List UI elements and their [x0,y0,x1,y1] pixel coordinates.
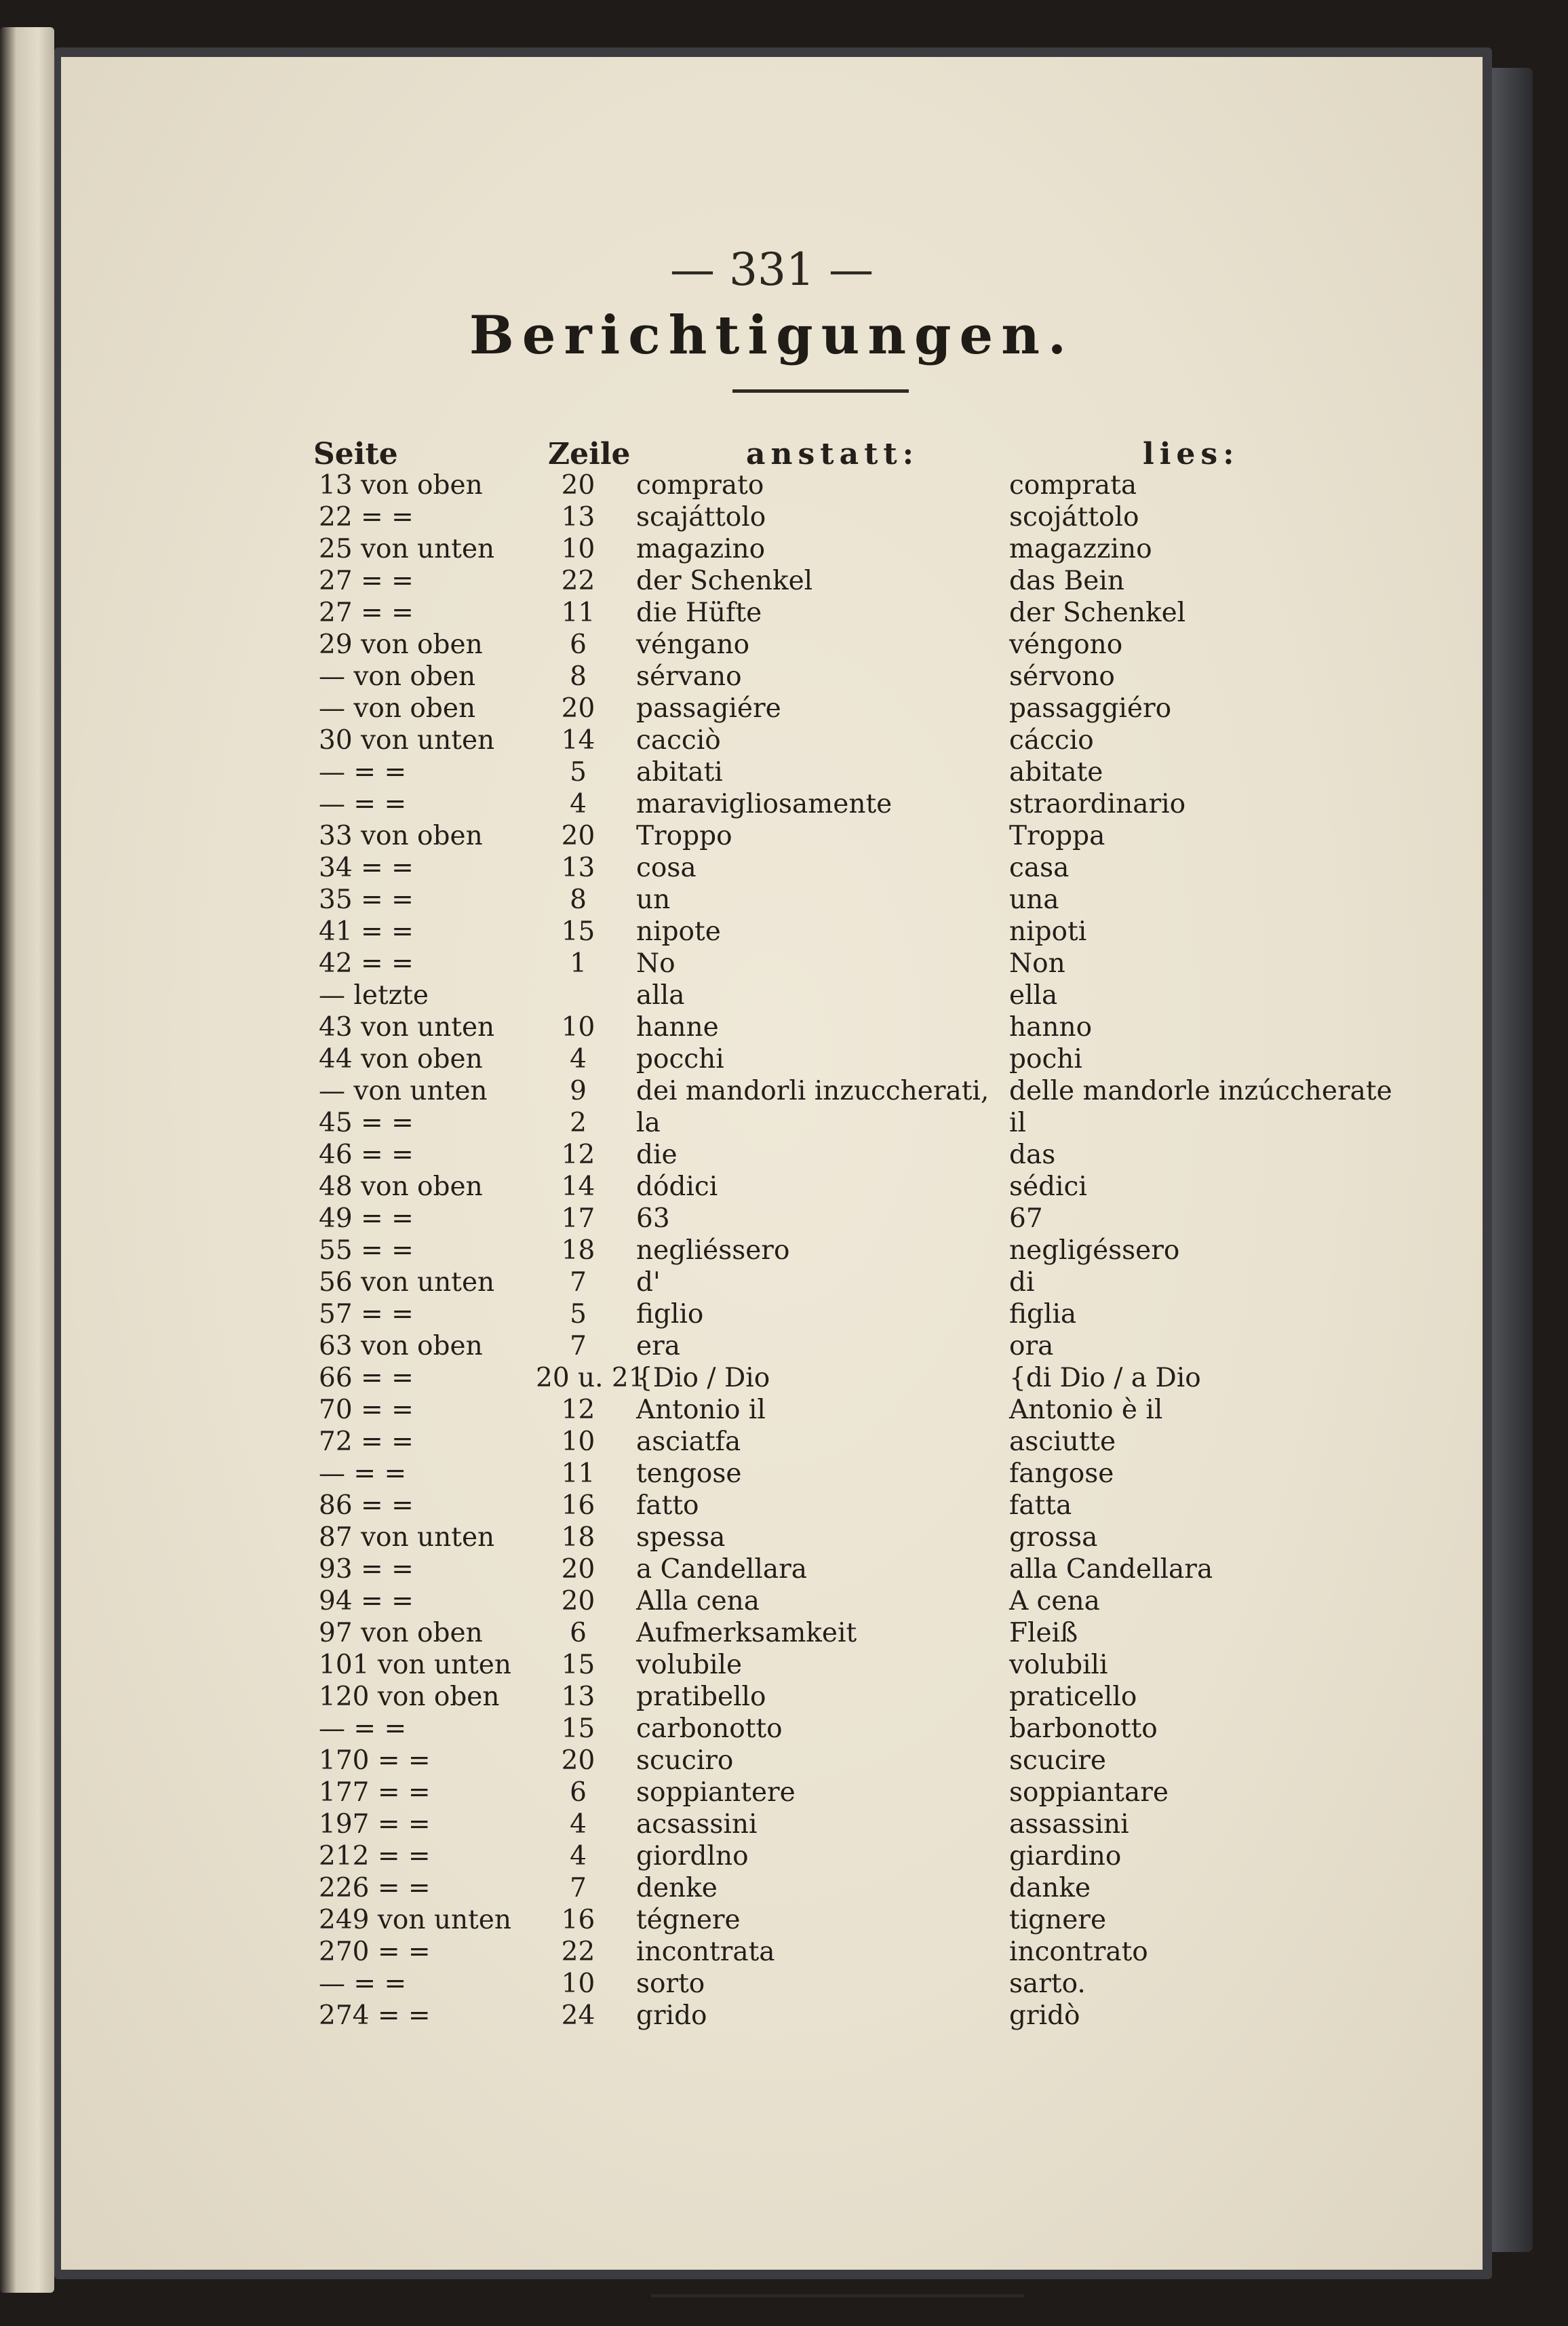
cell-lies: abitate [1009,757,1103,788]
cell-zeile: 5 [570,757,587,788]
cell-lies: alla Candellara [1009,1554,1213,1585]
cell-lies: hanno [1009,1012,1093,1043]
cell-lies: delle mandorle inzúccherate [1009,1076,1392,1106]
cell-lies: comprata [1009,470,1137,501]
cell-anstatt: la [636,1108,661,1138]
cell-seite: 63 von oben [319,1331,483,1361]
cell-anstatt: Alla cena [636,1586,760,1616]
cell-seite: 49 = = [319,1203,414,1234]
table-row [61,1458,1483,1490]
cell-anstatt: incontrata [636,1937,775,1967]
cell-lies: volubili [1009,1650,1108,1680]
cell-lies: assassini [1009,1809,1129,1840]
cell-anstatt: d' [636,1267,661,1298]
cell-zeile: 9 [570,1076,587,1106]
table-row [61,1043,1483,1075]
cell-lies: sédici [1009,1171,1087,1202]
cell-zeile: 22 [561,1937,595,1967]
cell-anstatt: cacciò [636,725,721,756]
cell-seite: — = = [319,1458,407,1489]
table-row [61,1936,1483,1968]
cell-anstatt: comprato [636,470,764,501]
cell-anstatt: passagiére [636,693,781,724]
cell-lies: figlia [1009,1299,1077,1330]
cell-seite: 48 von oben [319,1171,483,1202]
cell-lies: grossa [1009,1522,1098,1553]
cell-anstatt: negliéssero [636,1235,790,1266]
cell-seite: 270 = = [319,1937,431,1967]
cell-lies: das [1009,1140,1056,1170]
cell-anstatt: cosa [636,853,697,883]
cell-anstatt: volubile [636,1650,743,1680]
table-row [61,1394,1483,1426]
cell-anstatt: figlio [636,1299,704,1330]
cell-seite: 45 = = [319,1108,414,1138]
cell-lies: soppiantare [1009,1777,1169,1808]
table-row [61,1330,1483,1362]
cell-zeile: 10 [561,1969,595,1999]
table-row [61,1681,1483,1713]
cell-zeile: 2 [570,1108,587,1138]
table-row [61,1872,1483,1904]
cell-seite: 97 von oben [319,1618,483,1648]
cell-anstatt: spessa [636,1522,726,1553]
book-page [54,47,1492,2279]
cell-zeile: 20 [561,693,595,724]
cell-lies: Antonio è il [1009,1395,1163,1425]
cell-seite: — letzte [319,980,429,1011]
cell-seite: 55 = = [319,1235,414,1266]
cell-lies: Troppa [1009,821,1105,851]
cell-anstatt: un [636,885,671,915]
cell-zeile: 16 [561,1490,595,1521]
cell-seite: 70 = = [319,1395,414,1425]
cell-lies: magazzino [1009,534,1152,564]
cell-seite: — = = [319,1969,407,1999]
cell-lies: casa [1009,853,1070,883]
cell-anstatt: era [636,1331,680,1361]
cell-seite: 101 von unten [319,1650,511,1680]
table-row [61,501,1483,533]
cell-anstatt: grido [636,2000,707,2031]
cell-zeile: 7 [570,1267,587,1298]
table-row [61,1745,1483,1777]
cell-anstatt: nipote [636,916,721,947]
table-row [61,724,1483,756]
table-row [61,1139,1483,1171]
cell-anstatt: Troppo [636,821,732,851]
cell-lies: straordinario [1009,789,1186,819]
table-row [61,1235,1483,1266]
column-header-lies: lies: [1143,437,1240,471]
cell-zeile: 20 [561,1586,595,1616]
cell-anstatt: acsassini [636,1809,758,1840]
cell-anstatt: véngano [636,629,750,660]
table-row [61,1011,1483,1043]
cell-anstatt: dódici [636,1171,718,1202]
cell-zeile: 13 [561,502,595,532]
cell-lies: asciutte [1009,1427,1116,1457]
cell-seite: 42 = = [319,948,414,979]
cell-zeile: 6 [570,629,587,660]
cell-seite: 56 von unten [319,1267,495,1298]
table-row [61,693,1483,724]
cell-zeile: 15 [561,1650,595,1680]
cell-anstatt: fatto [636,1490,699,1521]
table-row [61,1298,1483,1330]
table-row [61,661,1483,693]
cell-zeile: 10 [561,1427,595,1457]
cell-anstatt: pratibello [636,1682,766,1712]
cell-lies: A cena [1009,1586,1100,1616]
cell-anstatt: a Candellara [636,1554,807,1585]
cell-zeile: 17 [561,1203,595,1234]
table-row [61,948,1483,980]
cell-seite: 197 = = [319,1809,431,1840]
table-row [61,1777,1483,1808]
cell-lies: barbonotto [1009,1713,1158,1744]
cell-lies: véngono [1009,629,1123,660]
cell-anstatt: No [636,948,675,979]
cell-zeile: 24 [561,2000,595,2031]
cell-anstatt: scuciro [636,1745,734,1776]
cell-zeile: 5 [570,1299,587,1330]
cell-zeile: 4 [570,1809,587,1840]
cell-seite: 22 = = [319,502,414,532]
table-row [61,1490,1483,1521]
cell-lies: fangose [1009,1458,1114,1489]
cell-lies: scucire [1009,1745,1107,1776]
cell-zeile: 20 u. 21 [536,1363,646,1393]
cell-seite: 34 = = [319,853,414,883]
cell-zeile: 16 [561,1905,595,1935]
cell-lies: il [1009,1108,1026,1138]
cell-lies: fatta [1009,1490,1072,1521]
cell-anstatt: die [636,1140,678,1170]
cell-zeile: 4 [570,1044,587,1074]
cell-seite: 33 von oben [319,821,483,851]
cell-anstatt: denke [636,1873,718,1903]
cell-anstatt: die Hüfte [636,598,762,628]
cell-seite: 44 von oben [319,1044,483,1074]
cell-zeile: 6 [570,1618,587,1648]
cell-seite: 66 = = [319,1363,414,1393]
cell-zeile: 14 [561,725,595,756]
cell-seite: — von oben [319,693,476,724]
cell-seite: 13 von oben [319,470,483,501]
cell-zeile: 13 [561,1682,595,1712]
cell-anstatt: magazino [636,534,766,564]
cell-seite: — = = [319,1713,407,1744]
cell-seite: 57 = = [319,1299,414,1330]
column-header-anstatt: anstatt: [746,437,919,471]
cell-zeile: 12 [561,1395,595,1425]
cell-seite: 86 = = [319,1490,414,1521]
column-header-zeile: Zeile [548,437,631,471]
cell-lies: passaggiéro [1009,693,1172,724]
cell-zeile: 6 [570,1777,587,1808]
cell-anstatt: tégnere [636,1905,741,1935]
cell-seite: 27 = = [319,598,414,628]
cell-seite: 249 von unten [319,1905,511,1935]
cell-anstatt: asciatfa [636,1427,741,1457]
cell-zeile: 15 [561,1713,595,1744]
cell-anstatt: Antonio il [636,1395,766,1425]
page-title: Berichtigungen. [469,305,1075,366]
cell-zeile: 20 [561,1745,595,1776]
cell-zeile: 13 [561,853,595,883]
cell-zeile: 18 [561,1235,595,1266]
cell-lies: Non [1009,948,1065,979]
cell-lies: tignere [1009,1905,1107,1935]
cell-lies: sarto. [1009,1969,1086,1999]
cell-seite: 170 = = [319,1745,431,1776]
title-divider [732,389,909,393]
cell-lies: gridò [1009,2000,1080,2031]
cell-zeile: 18 [561,1522,595,1553]
cell-zeile: 8 [570,885,587,915]
table-row [61,1808,1483,1840]
cell-zeile: 4 [570,789,587,819]
cell-anstatt: Aufmerksamkeit [636,1618,857,1648]
cell-zeile: 20 [561,470,595,501]
cell-lies: di [1009,1267,1035,1298]
table-row [61,1075,1483,1107]
table-row [61,852,1483,884]
cell-anstatt: carbonotto [636,1713,783,1744]
table-row [61,1968,1483,2000]
cell-lies: sérvono [1009,661,1115,692]
cell-seite: — von unten [319,1076,488,1106]
cell-lies: negligéssero [1009,1235,1180,1266]
cell-seite: 120 von oben [319,1682,500,1712]
table-row [61,756,1483,788]
closing-divider [651,2294,1024,2298]
cell-seite: 212 = = [319,1841,431,1872]
table-row [61,533,1483,565]
cell-anstatt: {Dio / Dio [636,1363,770,1393]
cell-lies: ella [1009,980,1058,1011]
cell-zeile: 15 [561,916,595,947]
table-row [61,1649,1483,1681]
cell-anstatt: 63 [636,1203,670,1234]
table-row [61,1521,1483,1553]
cell-seite: 87 von unten [319,1522,495,1553]
cell-seite: 25 von unten [319,534,495,564]
table-row [61,565,1483,597]
cell-lies: {di Dio / a Dio [1009,1363,1201,1393]
page-number: — 331 — [670,244,874,296]
cell-seite: 29 von oben [319,629,483,660]
cell-anstatt: der Schenkel [636,566,813,596]
table-row [61,1107,1483,1139]
table-row [61,469,1483,501]
cell-lies: Fleiß [1009,1618,1078,1648]
cell-lies: der Schenkel [1009,598,1186,628]
table-row [61,629,1483,661]
table-row [61,1362,1483,1394]
table-row [61,1203,1483,1235]
table-row [61,1904,1483,1936]
cell-lies: incontrato [1009,1937,1148,1967]
cell-seite: 72 = = [319,1427,414,1457]
table-row [61,980,1483,1011]
cell-anstatt: hanne [636,1012,719,1043]
cell-zeile: 20 [561,821,595,851]
cell-lies: nipoti [1009,916,1087,947]
cell-anstatt: scajáttolo [636,502,766,532]
cell-seite: 177 = = [319,1777,431,1808]
cell-anstatt: maravigliosamente [636,789,893,819]
table-row [61,1426,1483,1458]
cell-seite: 27 = = [319,566,414,596]
cell-zeile: 11 [561,1458,595,1489]
cell-anstatt: sérvano [636,661,742,692]
cell-zeile: 7 [570,1873,587,1903]
cell-anstatt: tengose [636,1458,742,1489]
cell-zeile: 7 [570,1331,587,1361]
cell-seite: 30 von unten [319,725,495,756]
cell-seite: 274 = = [319,2000,431,2031]
cell-lies: praticello [1009,1682,1137,1712]
cell-zeile: 10 [561,1012,595,1043]
table-row [61,788,1483,820]
cell-lies: pochi [1009,1044,1082,1074]
cell-seite: 226 = = [319,1873,431,1903]
cell-zeile: 20 [561,1554,595,1585]
table-row [61,1617,1483,1649]
cell-lies: das Bein [1009,566,1124,596]
cell-zeile: 11 [561,598,595,628]
cell-anstatt: alla [636,980,685,1011]
book-edge-left [0,27,54,2293]
table-row [61,916,1483,948]
cell-anstatt: dei mandorli inzuccherati, [636,1076,989,1106]
table-row [61,884,1483,916]
cell-anstatt: soppiantere [636,1777,796,1808]
cell-zeile: 8 [570,661,587,692]
table-row [61,1840,1483,1872]
table-row [61,820,1483,852]
cell-seite: 43 von unten [319,1012,495,1043]
cell-anstatt: sorto [636,1969,705,1999]
table-row [61,2000,1483,2032]
table-row [61,1713,1483,1745]
cell-seite: 93 = = [319,1554,414,1585]
cell-zeile: 22 [561,566,595,596]
cell-zeile: 4 [570,1841,587,1872]
cell-seite: 94 = = [319,1586,414,1616]
table-row [61,597,1483,629]
cell-anstatt: pocchi [636,1044,724,1074]
cell-zeile: 12 [561,1140,595,1170]
cell-zeile: 14 [561,1171,595,1202]
cell-zeile: 10 [561,534,595,564]
cell-lies: ora [1009,1331,1054,1361]
cell-seite: 46 = = [319,1140,414,1170]
cell-lies: scojáttolo [1009,502,1139,532]
cell-lies: giardino [1009,1841,1122,1872]
cell-lies: danke [1009,1873,1091,1903]
column-header-seite: Seite [313,437,398,471]
cell-zeile: 1 [570,948,587,979]
table-row [61,1171,1483,1203]
cell-seite: 41 = = [319,916,414,947]
cell-lies: una [1009,885,1059,915]
cell-seite: — von oben [319,661,476,692]
cell-anstatt: abitati [636,757,723,788]
cell-anstatt: giordlno [636,1841,749,1872]
cell-seite: — = = [319,789,407,819]
table-row [61,1553,1483,1585]
table-row [61,1266,1483,1298]
cell-seite: 35 = = [319,885,414,915]
cell-lies: 67 [1009,1203,1043,1234]
cell-seite: — = = [319,757,407,788]
table-row [61,1585,1483,1617]
cell-lies: cáccio [1009,725,1094,756]
